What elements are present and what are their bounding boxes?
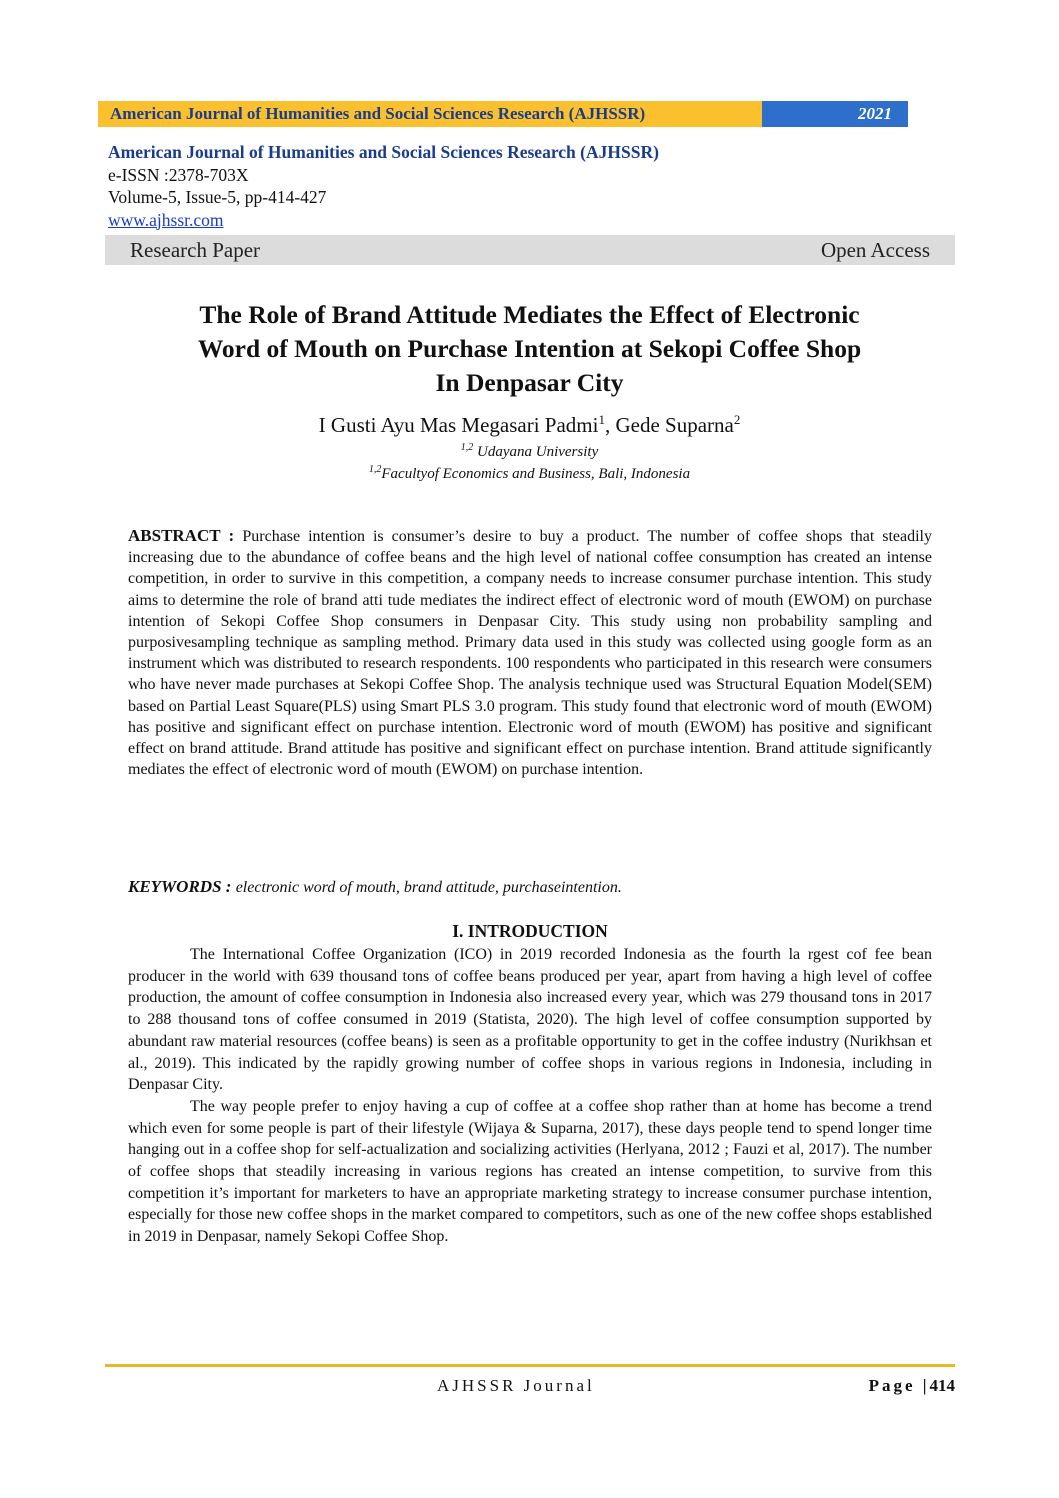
access-type: Open Access xyxy=(820,237,930,262)
author-list xyxy=(100,412,959,438)
volume-info: Volume-5, Issue-5, pp-414-427 xyxy=(108,187,327,207)
affiliation-1-sup: 1,2 xyxy=(460,442,474,453)
intro-paragraph-2: The way people prefer to enjoy having a cup of coffee at a coffee shop rather than at home has become a trend which even for some people is part of their lifestyle (Wijaya & Suparna, 2017), these days people tend to spend longer time hanging out in a coffee shop for self-actualization and socializing activities (Herlyana, 2012 ; Fauzi et al, 2017). The number of coffee shops that steadily increasing in various regions has created an intense competition, to survive from this competition it’s important for marketers to have an appropriate marketing strategy to increase consumer purchase intention, especially for those new coffee shops in the market compared to competitors, such as one of the new coffee shops established in 2019 in Denpasar, namely Sekopi Coffee Shop. xyxy=(128,1097,932,1246)
journal-info xyxy=(108,141,659,231)
footer-page xyxy=(869,1376,955,1396)
author-1-sup: 1 xyxy=(598,412,605,427)
paper-type-band xyxy=(105,235,955,265)
affiliation-1-text: Udayana University xyxy=(473,444,599,460)
intro-paragraph-1: The International Coffee Organization (ICO) in 2019 recorded Indonesia as the fourth la rgest cof fee bean producer in the world with 639 thousand tons of coffee beans produced per year, apart from having a high level of coffee production, the amount of coffee consumption in Indonesia also increased every year, which was 279 thousand tons in 2017 to 288 thousand tons of coffee consumed in 2019 (Statista, 2020). The high level of coffee consumption supported by abundant raw material resources (coffee beans) is seen as a profitable opportunity to get in the coffee industry (Nurikhsan et al., 2019). This indicated by the rapidly growing number of coffee shops in various regions in Indonesia, including in Denpasar City. xyxy=(128,946,932,1094)
keywords-label: KEYWORDS : xyxy=(128,877,236,896)
keywords xyxy=(128,877,932,897)
footer-journal: AJHSSR Journal xyxy=(437,1376,595,1395)
author-1: I Gusti Ayu Mas Megasari Padmi xyxy=(318,413,599,437)
section-heading: I. INTRODUCTION xyxy=(452,921,608,941)
abstract-label: ABSTRACT : xyxy=(128,526,243,545)
journal-header-band xyxy=(98,101,908,127)
keywords-text: electronic word of mouth, brand attitude, purchaseintention. xyxy=(235,879,622,896)
affiliation-2 xyxy=(100,464,959,483)
issn: e-ISSN :2378-703X xyxy=(108,164,249,185)
author-2-sup: 2 xyxy=(733,412,741,427)
journal-name: American Journal of Humanities and Social Sciences Research (AJHSSR) xyxy=(108,142,659,162)
title-line-2: Word of Mouth on Purchase Intention at Sekopi Coffee Shop xyxy=(197,334,862,363)
title-line-1: The Role of Brand Attitude Mediates the Effect of Electronic xyxy=(199,300,860,329)
header-journal-name: American Journal of Humanities and Social Sciences Research (AJHSSR) xyxy=(98,101,762,127)
author-2: Gede Suparna xyxy=(615,413,734,437)
header-year: 2021 xyxy=(762,101,908,127)
introduction-body xyxy=(128,944,932,1248)
website-link[interactable]: www.ajhssr.com xyxy=(108,209,224,230)
author-separator: , xyxy=(604,413,616,437)
footer-page-number: 414 xyxy=(929,1376,955,1395)
abstract-text: Purchase intention is consumer’s desire to buy a product. The number of coffee shops that steadily increasing due to the abundance of coffee beans and the high level of national coffee consumption has created an intense competition, in order to survive in this competition, a company needs to increase consumer purchase intention. This study aims to determine the role of brand atti tude mediates the indirect effect of electronic word of mouth (EWOM) on purchase intention of Sekopi Coffee Shop consumers in Denpasar City. This study using non probability sampling and purposivesampling technique as sampling method. Primary data used in this study was collected using google form as an instrument which was distributed to research respondents. 100 respondents who participated in this research were consumers who have never made purchases at Sekopi Coffee Shop. The analysis technique used was Structural Equation Model(SEM) based on Partial Least Square(PLS) using Smart PLS 3.0 program. This study found that electronic word of mouth (EWOM) has positive and significant effect on purchase intention. Electronic word of mouth (EWOM) has positive and significant effect on brand attitude. Brand attitude has positive and significant effect on purchase intention. Brand attitude significantly mediates the effect of electronic word of mouth (EWOM) on purchase intention. xyxy=(128,528,932,779)
paper-type: Research Paper xyxy=(130,237,261,262)
paper-title xyxy=(100,298,959,400)
affiliation-1 xyxy=(100,442,959,461)
title-line-3: In Denpasar City xyxy=(435,368,624,397)
affiliation-2-text: Facultyof Economics and Business, Bali, Indonesia xyxy=(381,466,691,482)
footer-page-label: Page | xyxy=(868,1376,930,1395)
abstract xyxy=(128,525,932,780)
footer-rule xyxy=(105,1364,955,1367)
affiliation-2-sup: 1,2 xyxy=(368,464,382,475)
